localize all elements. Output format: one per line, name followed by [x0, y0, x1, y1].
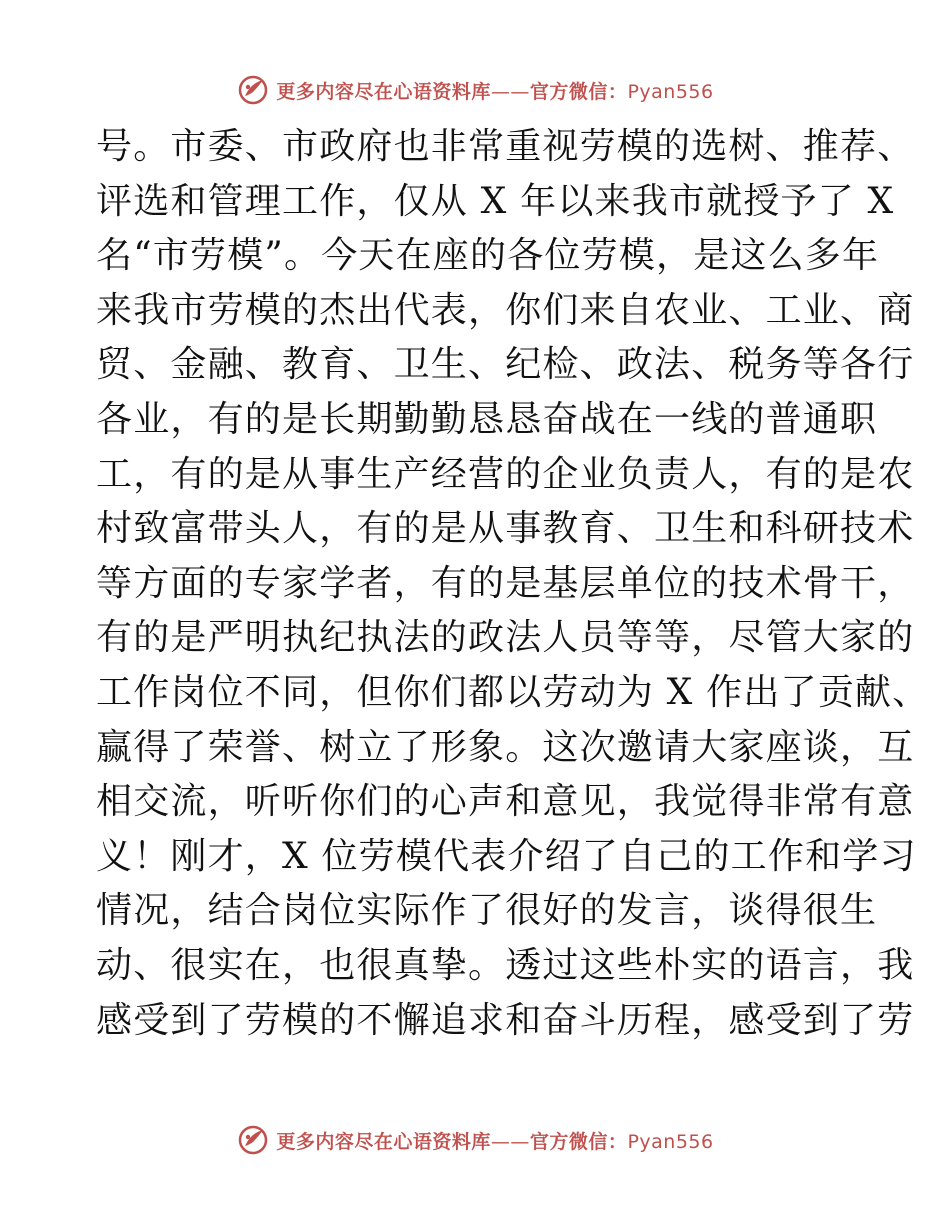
- header-banner-text: [276, 77, 713, 104]
- header-brand-text: 更多内容尽在心语资料库: [276, 80, 491, 103]
- body-line: 评选和管理工作，仅从 X 年以来我市就授予了 X: [96, 180, 895, 222]
- header-contact-id: Pyan556: [627, 80, 714, 103]
- body-line: 相交流，听听你们的心声和意见，我觉得非常有意: [96, 781, 915, 823]
- body-line: 感受到了劳模的不懈追求和奋斗历程，感受到了劳: [96, 999, 915, 1041]
- header-banner: [0, 70, 950, 110]
- body-line: 贸、金融、教育、卫生、纪检、政法、税务等各行: [96, 344, 915, 386]
- body-line: 赢得了荣誉、树立了形象。这次邀请大家座谈，互: [96, 726, 915, 768]
- footer-banner: [0, 1120, 950, 1160]
- document-body: [96, 120, 930, 1048]
- body-line: 义！刚才，X 位劳模代表介绍了自己的工作和学习: [96, 835, 917, 877]
- brand-logo-icon: [236, 1123, 270, 1157]
- body-line: 各业，有的是长期勤勤恳恳奋战在一线的普通职: [96, 398, 878, 440]
- body-line: 工作岗位不同，但你们都以劳动为 X 作出了贡献、: [96, 671, 930, 713]
- body-line: 村致富带头人，有的是从事教育、卫生和科研技术: [96, 508, 915, 550]
- body-line: 有的是严明执纪执法的政法人员等等，尽管大家的: [96, 617, 915, 659]
- brand-logo-icon: [236, 73, 270, 107]
- body-line: 情况，结合岗位实际作了很好的发言，谈得很生: [96, 890, 878, 932]
- footer-contact-id: Pyan556: [627, 1130, 714, 1153]
- body-line: 等方面的专家学者，有的是基层单位的技术骨干，: [96, 562, 915, 604]
- header-contact-label: 官方微信：: [529, 80, 628, 103]
- body-line: 来我市劳模的杰出代表，你们来自农业、工业、商: [96, 289, 915, 331]
- footer-banner-text: [276, 1127, 713, 1154]
- footer-brand-text: 更多内容尽在心语资料库: [276, 1130, 491, 1153]
- body-line: 动、很实在，也很真挚。透过这些朴实的语言，我: [96, 944, 915, 986]
- footer-contact-label: 官方微信：: [529, 1130, 628, 1153]
- body-line: 名“市劳模”。今天在座的各位劳模，是这么多年: [96, 235, 880, 277]
- body-line: 工，有的是从事生产经营的企业负责人，有的是农: [96, 453, 915, 495]
- body-line: 号。市委、市政府也非常重视劳模的选树、推荐、: [96, 126, 915, 167]
- header-separator: ——: [490, 80, 530, 103]
- footer-separator: ——: [490, 1130, 530, 1153]
